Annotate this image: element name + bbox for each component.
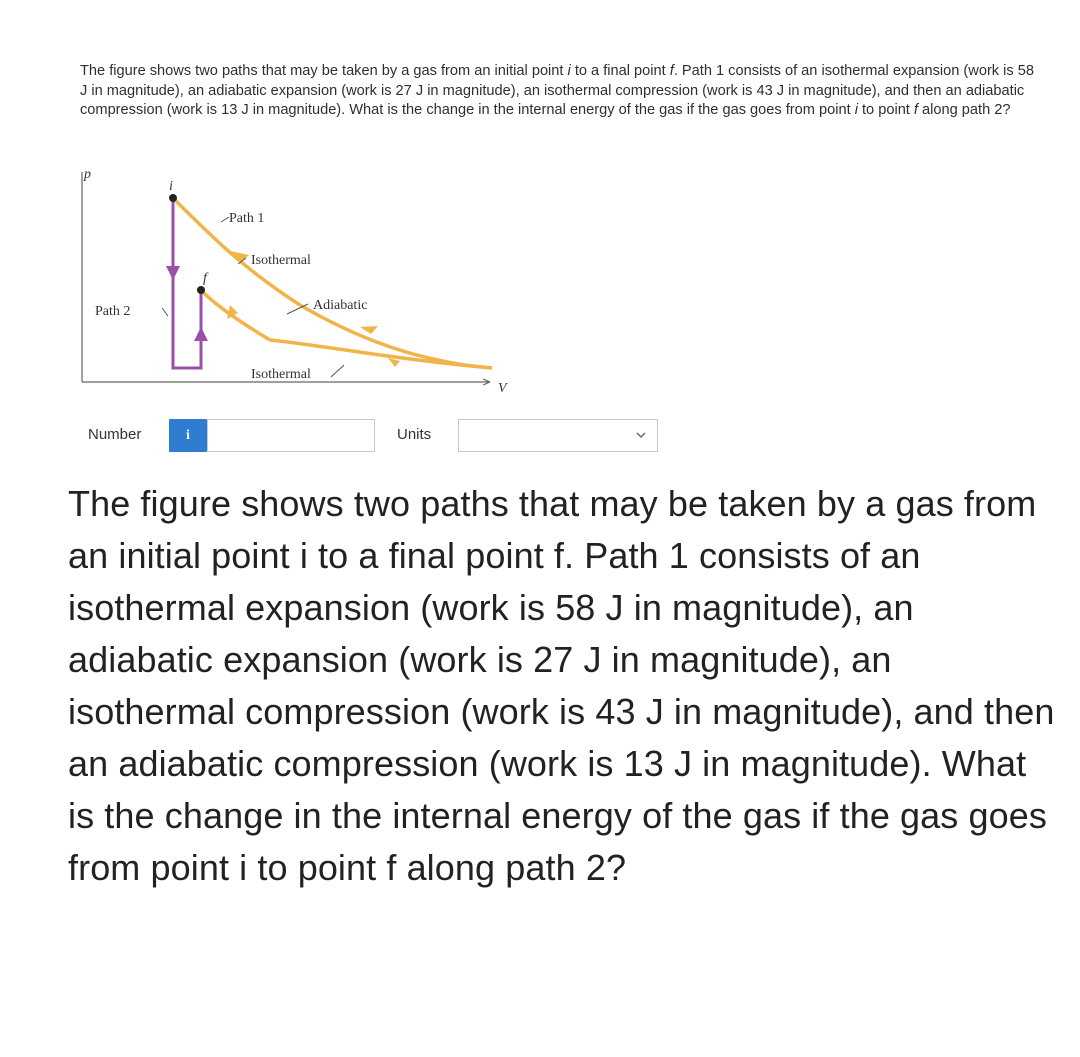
path1-arrow-2 <box>360 326 378 334</box>
answer-row <box>0 416 1080 456</box>
path1-arrow-3 <box>388 358 400 367</box>
pv-diagram <box>0 0 1080 420</box>
number-input[interactable] <box>207 419 375 452</box>
units-select[interactable] <box>458 419 658 452</box>
axis-v-label: V <box>498 381 507 396</box>
point-i-marker <box>169 194 177 202</box>
path2-arrow-down <box>166 266 180 280</box>
path2-label: Path 2 <box>95 304 131 319</box>
path1-adiabatic-compression <box>201 290 270 340</box>
adiabatic-label: Adiabatic <box>313 298 368 313</box>
path2-arrow-up <box>194 327 208 341</box>
path1-label: Path 1 <box>229 211 265 226</box>
question-text-small: The figure shows two paths that may be taken by a gas from an initial point i to a final point f. Path 1 consists of an isothermal expansion (work is 58 J in magnitude), an adiabatic expansion (work is 27 J in magnitude), an isothermal compression (work is 43 J in magnitude), and then an adiabatic compression (work is 13 J in magnitude). What is the change in the internal energy of the gas if the gas goes from point i to point f along path 2? <box>80 63 1034 118</box>
question-text-large: The figure shows two paths that may be taken by a gas from an initial point i to a final point f. Path 1 consists of an isothermal expansion (work is 58 J in magnitude), an adiabatic expansion (work is 27 J in magnitude), an isothermal compression (work is 43 J in magnitude), and then an adiabatic compression (work is 13 J in magnitude). What is the change in the internal energy of the gas if the gas goes from point i to point f along path 2? <box>68 483 1055 888</box>
axis-p-label: p <box>84 167 91 182</box>
path2-leader <box>162 308 168 316</box>
number-label: Number <box>88 426 142 443</box>
units-label: Units <box>397 426 432 443</box>
point-i-label: i <box>169 179 173 194</box>
isothermal-top-label: Isothermal <box>251 253 311 268</box>
path1-leader <box>221 217 229 222</box>
isothermal-bottom-label: Isothermal <box>251 367 311 382</box>
point-f-label: f <box>203 271 207 286</box>
point-f-marker <box>197 286 205 294</box>
info-icon[interactable]: i <box>169 419 207 452</box>
isothermal-bottom-leader <box>331 365 344 377</box>
chevron-down-icon <box>635 429 647 441</box>
